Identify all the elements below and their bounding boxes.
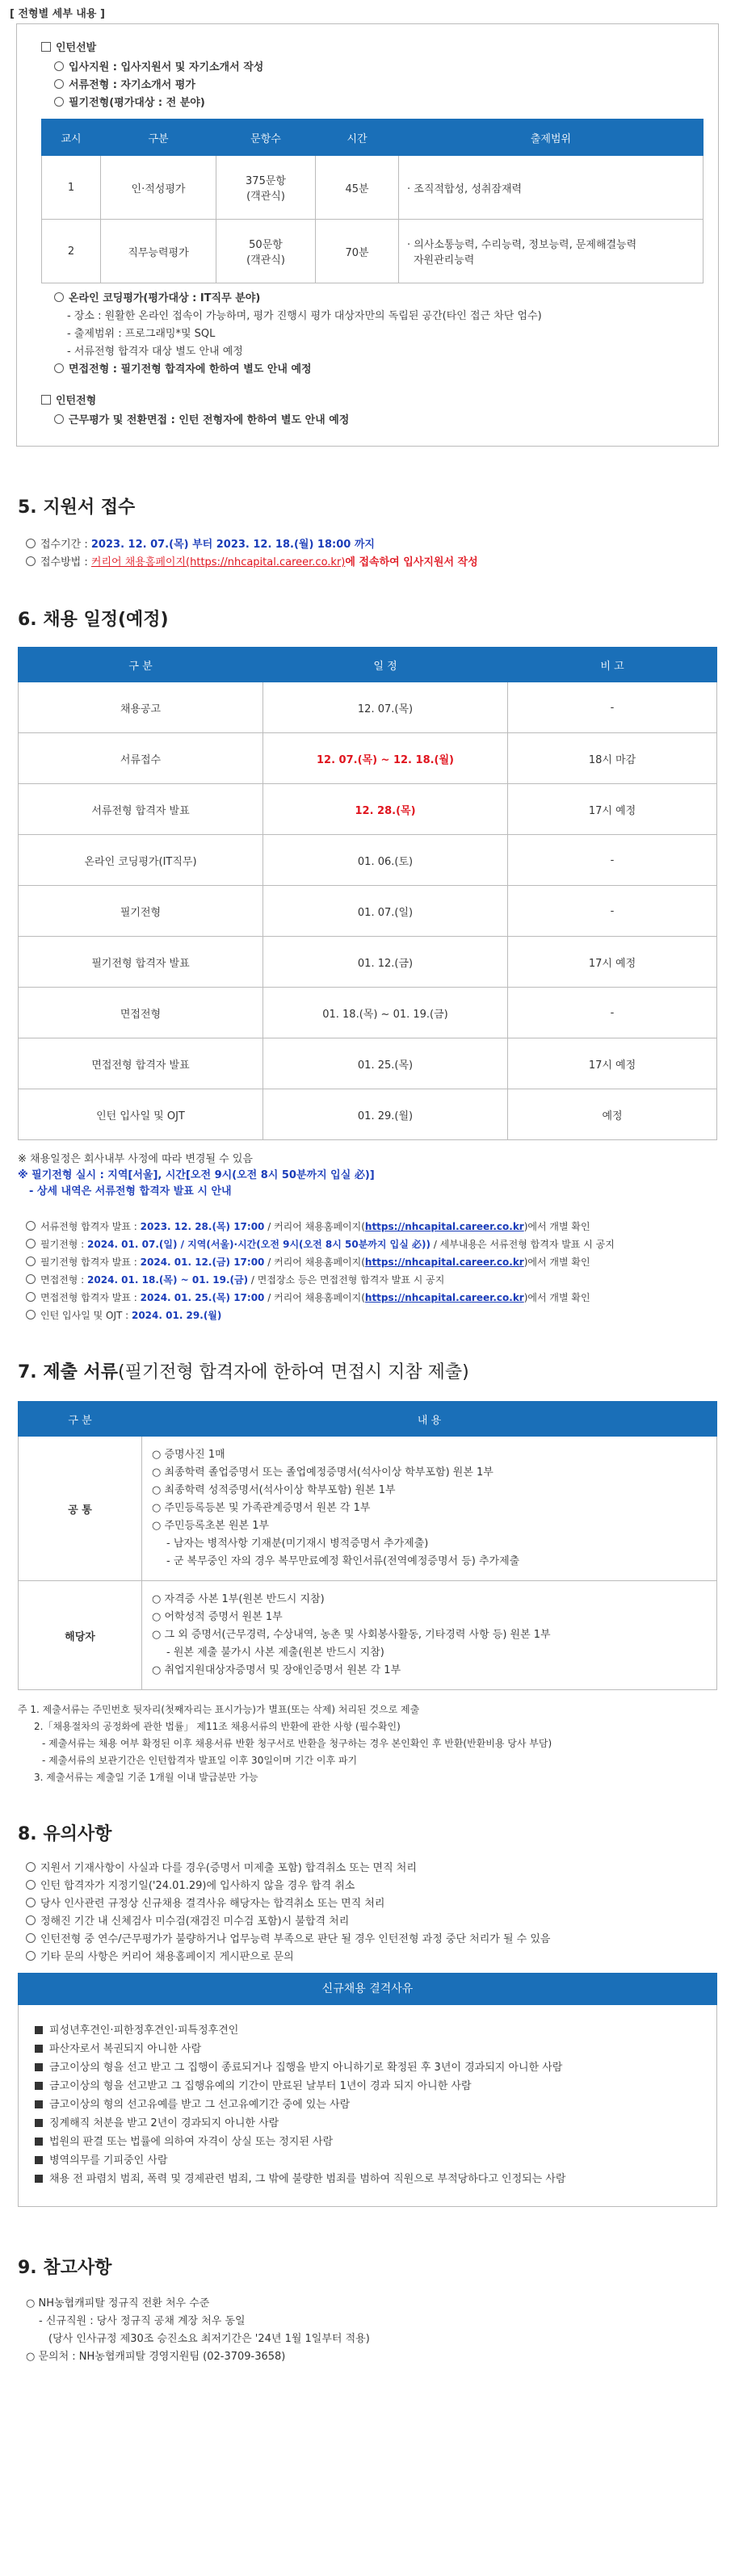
schedule-detail: 인턴 입사일 및 OJT : 2024. 01. 29.(월) xyxy=(26,1307,717,1324)
schedule-note: 18시 마감 xyxy=(508,733,717,784)
document-item: ○ 최종학력 성적증명서(석사이상 학부포함) 원본 1부 xyxy=(152,1484,396,1496)
caution-item: 인턴전형 중 연수/근무평가가 불량하거나 업무능력 부족으로 판단 될 경우 인턴전형 과정 중단 처리가 될 수 있음 xyxy=(26,1931,717,1949)
schedule-date: 01. 07.(일) xyxy=(263,886,508,937)
disqualification-item: 금고이상의 형의 선고유예를 받고 그 선고유예기간 중에 있는 사람 xyxy=(35,2096,700,2114)
intern-selection-heading: 인턴선발 xyxy=(56,42,97,54)
reference-item: - 신규직원 : 당사 정규직 공채 계장 처우 동일 xyxy=(39,2315,246,2327)
schedule-name: 온라인 코딩평가(IT직무) xyxy=(19,835,263,886)
disqualification-item: 법원의 판결 또는 법률에 의하여 자격이 상실 또는 정지된 사람 xyxy=(35,2133,700,2151)
document-item: ○ 주민등록등본 및 가족관계증명서 원본 각 1부 xyxy=(152,1502,371,1514)
disqualification-item: 금고이상의 형을 선고 받고 그 집행이 종료되거나 집행을 받지 아니하기로 확정된 후 3년이 경과되지 아니한 사람 xyxy=(35,2058,700,2077)
coding-detail: - 장소 : 원활한 온라인 접속이 가능하며, 평가 진행시 평가 대상자만의 독립된 공간(타인 접근 차단 엄수) xyxy=(67,310,542,322)
table-header: 문항수 xyxy=(216,120,316,156)
schedule-detail: 면접전형 : 2024. 01. 18.(목) ~ 01. 19.(금) / 면접장소 등은 면접전형 합격자 발표 시 공지 xyxy=(26,1271,717,1289)
schedule-note: 17시 예정 xyxy=(508,784,717,835)
square-bullet-icon xyxy=(35,2119,43,2127)
disqualification-header: 신규채용 결격사유 xyxy=(18,1973,717,2005)
schedule-note: - xyxy=(508,988,717,1038)
schedule-name: 면접전형 합격자 발표 xyxy=(19,1038,263,1089)
doc-note: - 제출서류의 보관기간은 인턴합격자 발표일 이후 30일이며 기간 이후 파기 xyxy=(42,1755,358,1766)
schedule-note: ※ 채용일정은 회사내부 사정에 따라 변경될 수 있음 xyxy=(18,1153,253,1165)
stage-item: 서류전형 : 자기소개서 평가 xyxy=(69,79,195,91)
circle-bullet-icon xyxy=(26,1274,36,1284)
disqualification-item: 채용 전 파렴치 범죄, 폭력 및 경제관련 범죄, 그 밖에 불량한 범죄를 범하여 직원으로 부적당하다고 인정되는 사람 xyxy=(35,2170,700,2188)
circle-bullet-icon xyxy=(26,1239,36,1248)
table-header: 교시 xyxy=(42,120,101,156)
interview-item: 면접전형 : 필기전형 합격자에 한하여 별도 안내 예정 xyxy=(69,363,312,375)
doc-note: - 제출서류는 채용 여부 확정된 이후 채용서류 반환 청구서로 반환을 청구하는 경우 본인확인 후 반환(반환비용 당사 부담) xyxy=(42,1738,552,1749)
table-header: 출제범위 xyxy=(399,120,704,156)
schedule-date: 01. 12.(금) xyxy=(263,937,508,988)
schedule-name: 채용공고 xyxy=(19,682,263,733)
disqualification-item: 징계해직 처분을 받고 2년이 경과되지 아니한 사람 xyxy=(35,2114,700,2133)
schedule-detail: 필기전형 : 2024. 01. 07.(일) / 지역(서울)·시간(오전 9시(오전 8시 50분까지 입실 必)) / 세부내용은 서류전형 합격자 발표 시 공지 xyxy=(26,1236,717,1253)
circle-bullet-icon xyxy=(26,1933,36,1943)
schedule-detail: 면접전형 합격자 발표 : 2024. 01. 25.(목) 17:00 / 커리어 채용홈페이지(https://nhcapital.career.co.kr)에서 개별 확인 xyxy=(26,1289,717,1307)
circle-bullet-icon xyxy=(54,363,64,373)
circle-bullet-icon xyxy=(26,556,36,566)
circle-bullet-icon xyxy=(26,1862,36,1872)
schedule-table xyxy=(18,647,717,1140)
selection-details-box xyxy=(16,23,719,447)
circle-bullet-icon xyxy=(26,1221,36,1231)
table-row: 해당자 ○ 자격증 사본 1부(원본 반드시 지참) ○ 어학성적 증명서 원본 1부 ○ 그 외 증명서(근무경력, 수상내역, 농촌 및 사회봉사활동, 기타경력 사항 등) 원본 1부 - 원본 제출 불가시 사본 제출(원본 반드시 지참) ○ 취업지원대상자증명서 및 장애인증명서 원본 각 1부 xyxy=(19,1581,717,1690)
caution-item: 정해진 기간 내 신체검사 미수검(재검진 미수검 포함)시 불합격 처리 xyxy=(26,1913,717,1931)
table-header: 내 용 xyxy=(142,1402,717,1437)
caution-item: 당사 인사관련 규정상 신규채용 결격사유 해당자는 합격취소 또는 면직 처리 xyxy=(26,1895,717,1913)
section8-title: 8. 유의사항 xyxy=(18,1824,112,1844)
document-item: ○ 어학성적 증명서 원본 1부 xyxy=(152,1611,283,1623)
table-row xyxy=(19,733,717,784)
schedule-detail: 서류전형 합격자 발표 : 2023. 12. 28.(목) 17:00 / 커리어 채용홈페이지(https://nhcapital.career.co.kr)에서 개별 확인 xyxy=(26,1218,717,1236)
reference-item: ○ NH농협캐피탈 정규직 전환 처우 수준 xyxy=(26,2297,210,2310)
document-item: ○ 증명사진 1매 xyxy=(152,1449,225,1461)
table-header: 구분 xyxy=(101,120,216,156)
circle-bullet-icon xyxy=(26,1257,36,1266)
caution-item: 지원서 기재사항이 사실과 다를 경우(증명서 미제출 포함) 합격취소 또는 면직 처리 xyxy=(26,1860,717,1877)
schedule-date: 12. 28.(목) xyxy=(263,784,508,835)
stage-item: 입사지원 : 입사지원서 및 자기소개서 작성 xyxy=(69,61,264,73)
document-item: ○ 최종학력 졸업증명서 또는 졸업예정증명서(석사이상 학부포함) 원본 1부 xyxy=(152,1466,494,1479)
schedule-note: - xyxy=(508,835,717,886)
table-header: 비 고 xyxy=(508,648,717,682)
doc-note: 주 1. 제출서류는 주민번호 뒷자리(첫째자리는 표시가능)가 별표(또는 삭제) 처리된 것으로 제출 xyxy=(18,1704,420,1715)
schedule-note: - xyxy=(508,886,717,937)
table-header: 시간 xyxy=(316,120,399,156)
reference-item: (당사 인사규정 제30조 승진소요 최저기간은 '24년 1월 1일부터 적용) xyxy=(48,2333,370,2345)
table-header: 구 분 xyxy=(19,1402,142,1437)
document-item: ○ 그 외 증명서(근무경력, 수상내역, 농촌 및 사회봉사활동, 기타경력 사항 등) 원본 1부 xyxy=(152,1629,551,1641)
application-period: 2023. 12. 07.(목) 부터 2023. 12. 18.(월) 18:00 까지 xyxy=(90,539,375,551)
caution-item: 기타 문의 사항은 커리어 채용홈페이지 게시판으로 문의 xyxy=(26,1949,717,1966)
doc-note: 3. 제출서류는 제출일 기준 1개월 이내 발급분만 가능 xyxy=(34,1772,258,1783)
square-bullet-icon xyxy=(35,2138,43,2146)
career-homepage-link[interactable]: https://nhcapital.career.co.kr xyxy=(364,1221,524,1232)
table-row xyxy=(19,937,717,988)
square-bullet-icon xyxy=(35,2175,43,2183)
schedule-date: 12. 07.(목) ~ 12. 18.(월) xyxy=(263,733,508,784)
schedule-note: ※ 필기전형 실시 : 지역[서울], 시간[오전 9시(오전 8시 50분까지 입실 必)] xyxy=(18,1169,375,1181)
section5-title: 5. 지원서 접수 xyxy=(18,497,136,518)
written-test-table xyxy=(41,119,704,283)
schedule-note: 17시 예정 xyxy=(508,1038,717,1089)
table-header: 일 정 xyxy=(263,648,508,682)
schedule-note: - 상세 내역은 서류전형 합격자 발표 시 안내 xyxy=(29,1185,232,1198)
circle-bullet-icon xyxy=(54,97,64,107)
schedule-name: 서류전형 합격자 발표 xyxy=(19,784,263,835)
reference-item: ○ 문의처 : NH농협캐피탈 경영지원팀 (02-3709-3658) xyxy=(26,2351,286,2363)
schedule-date: 01. 18.(목) ~ 01. 19.(금) xyxy=(263,988,508,1038)
table-header: 구 분 xyxy=(19,648,263,682)
square-bullet-icon xyxy=(35,2063,43,2071)
circle-bullet-icon xyxy=(54,61,64,71)
career-homepage-link[interactable]: 커리어 채용홈페이지(https://nhcapital.career.co.kr) xyxy=(90,556,346,568)
table-row: 공 통 ○ 증명사진 1매 ○ 최종학력 졸업증명서 또는 졸업예정증명서(석사이상 학부포함) 원본 1부 ○ 최종학력 성적증명서(석사이상 학부포함) 원본 1부 ○ 주민등록등본 및 가족관계증명서 원본 각 1부 ○ 주민등록초본 원본 1부 - 남자는 병적사항 기재분(미기재시 병적증명서 추가제출) - 군 복무중인 자의 경우 복무만료예정 확인서류(전역예정증명서 등) 추가제출 xyxy=(19,1437,717,1581)
career-homepage-link[interactable]: https://nhcapital.career.co.kr xyxy=(364,1292,524,1303)
circle-bullet-icon xyxy=(26,539,36,548)
caution-item: 인턴 합격자가 지정기일('24.01.29)에 입사하지 않을 경우 합격 취소 xyxy=(26,1877,717,1895)
checkbox-square-icon xyxy=(41,395,51,405)
coding-detail: - 서류전형 합격자 대상 별도 안내 예정 xyxy=(67,346,243,358)
circle-bullet-icon xyxy=(26,1915,36,1925)
schedule-name: 인턴 입사일 및 OJT xyxy=(19,1089,263,1140)
table-row: 2 직무능력평가 50문항 (객관식) 70분 · 의사소통능력, 수리능력, 정보능력, 문제해결능력 자원관리능력 xyxy=(42,220,704,283)
table-row: 1 인·적성평가 375문항 (객관식) 45분 · 조직적합성, 성취잠재력 xyxy=(42,156,704,220)
circle-bullet-icon xyxy=(26,1898,36,1907)
intern-item: 근무평가 및 전환면접 : 인턴 전형자에 한하여 별도 안내 예정 xyxy=(69,414,350,426)
table-row xyxy=(19,682,717,733)
schedule-note: 예정 xyxy=(508,1089,717,1140)
disqualification-item: 파산자로서 복권되지 아니한 사람 xyxy=(35,2040,700,2058)
disqualification-item: 금고이상의 형을 선고받고 그 집행유예의 기간이 만료된 날부터 1년이 경과 되지 아니한 사람 xyxy=(35,2077,700,2096)
circle-bullet-icon xyxy=(54,414,64,424)
document-item: ○ 자격증 사본 1부(원본 반드시 지참) xyxy=(152,1593,325,1605)
schedule-note: - xyxy=(508,682,717,733)
checkbox-square-icon xyxy=(41,42,51,52)
table-row xyxy=(19,835,717,886)
schedule-name: 서류접수 xyxy=(19,733,263,784)
disqualification-box xyxy=(18,2005,717,2207)
schedule-name: 필기전형 xyxy=(19,886,263,937)
schedule-name: 면접전형 xyxy=(19,988,263,1038)
document-item: - 군 복무중인 자의 경우 복무만료예정 확인서류(전역예정증명서 등) 추가제출 xyxy=(166,1555,520,1567)
doc-note: 2.「채용절차의 공정화에 관한 법률」 제11조 채용서류의 반환에 관한 사항 (필수확인) xyxy=(34,1721,401,1732)
schedule-note: 17시 예정 xyxy=(508,937,717,988)
intern-heading: 인턴전형 xyxy=(56,395,97,407)
disqualification-item: 피성년후견인·피한정후견인·피특정후견인 xyxy=(35,2021,700,2040)
stage-item: 필기전형(평가대상 : 전 분야) xyxy=(69,97,205,109)
schedule-date: 12. 07.(목) xyxy=(263,682,508,733)
table-row xyxy=(19,886,717,937)
circle-bullet-icon xyxy=(26,1292,36,1302)
document-item: - 남자는 병적사항 기재분(미기재시 병적증명서 추가제출) xyxy=(166,1538,429,1550)
schedule-name: 필기전형 합격자 발표 xyxy=(19,937,263,988)
table-row xyxy=(19,1038,717,1089)
square-bullet-icon xyxy=(35,2156,43,2164)
section9-title: 9. 참고사항 xyxy=(18,2258,112,2278)
schedule-date: 01. 25.(목) xyxy=(263,1038,508,1089)
disqualification-item: 병역의무를 기피중인 사람 xyxy=(35,2151,700,2170)
circle-bullet-icon xyxy=(26,1951,36,1961)
documents-table xyxy=(18,1401,717,1690)
circle-bullet-icon xyxy=(26,1880,36,1890)
coding-detail: - 출제범위 : 프로그래밍*및 SQL xyxy=(67,328,216,340)
square-bullet-icon xyxy=(35,2045,43,2053)
document-item: - 원본 제출 불가시 사본 제출(원본 반드시 지참) xyxy=(166,1647,384,1659)
document-item: ○ 취업지원대상자증명서 및 장애인증명서 원본 각 1부 xyxy=(152,1664,401,1676)
schedule-date: 01. 06.(토) xyxy=(263,835,508,886)
circle-bullet-icon xyxy=(26,1310,36,1319)
square-bullet-icon xyxy=(35,2082,43,2090)
schedule-date: 01. 29.(월) xyxy=(263,1089,508,1140)
section7-title: 7. 제출 서류 xyxy=(18,1362,118,1382)
career-homepage-link[interactable]: https://nhcapital.career.co.kr xyxy=(364,1257,524,1268)
section-top-label: [ 전형별 세부 내용 ] xyxy=(10,8,105,20)
circle-bullet-icon xyxy=(54,292,64,302)
section6-title: 6. 채용 일정(예정) xyxy=(18,610,169,630)
square-bullet-icon xyxy=(35,2100,43,2108)
document-item: ○ 주민등록초본 원본 1부 xyxy=(152,1520,270,1532)
table-row xyxy=(19,988,717,1038)
table-row xyxy=(19,784,717,835)
circle-bullet-icon xyxy=(54,79,64,89)
square-bullet-icon xyxy=(35,2026,43,2034)
coding-test-title: 온라인 코딩평가(평가대상 : IT직무 분야) xyxy=(69,292,261,304)
schedule-detail: 필기전형 합격자 발표 : 2024. 01. 12.(금) 17:00 / 커리어 채용홈페이지(https://nhcapital.career.co.kr)에서 개별 확인 xyxy=(26,1253,717,1271)
table-row xyxy=(19,1089,717,1140)
